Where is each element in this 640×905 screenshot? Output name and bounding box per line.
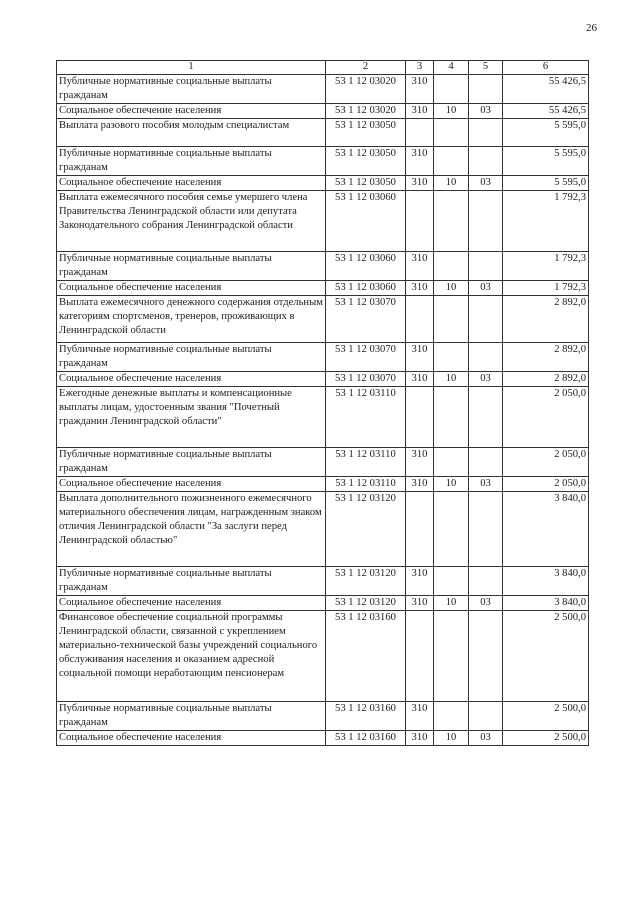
table-row (57, 281, 589, 296)
cell-name: Публичные нормативные социальные выплаты гражданам (57, 448, 326, 477)
cell-amount: 2 500,0 (503, 702, 589, 731)
page-number: 26 (586, 22, 597, 34)
cell-col3: 310 (406, 75, 434, 104)
cell-col5 (469, 611, 503, 702)
table-row (57, 176, 589, 191)
cell-col4 (434, 611, 469, 702)
cell-col4 (434, 343, 469, 372)
cell-col5: 03 (469, 477, 503, 492)
cell-code: 53 1 12 03050 (326, 176, 406, 191)
column-header-code: 2 (326, 61, 406, 75)
table-row (57, 702, 589, 731)
cell-amount: 5 595,0 (503, 176, 589, 191)
cell-code: 53 1 12 03060 (326, 281, 406, 296)
cell-name: Социальное обеспечение населения (57, 477, 326, 492)
cell-amount: 3 840,0 (503, 492, 589, 567)
table-row (57, 448, 589, 477)
cell-col5 (469, 343, 503, 372)
cell-code: 53 1 12 03110 (326, 387, 406, 448)
cell-amount: 2 050,0 (503, 477, 589, 492)
cell-col5 (469, 296, 503, 343)
cell-col5: 03 (469, 731, 503, 746)
cell-col3: 310 (406, 252, 434, 281)
cell-col5: 03 (469, 281, 503, 296)
cell-code: 53 1 12 03120 (326, 492, 406, 567)
cell-code: 53 1 12 03110 (326, 448, 406, 477)
cell-col4: 10 (434, 104, 469, 119)
cell-col4: 10 (434, 372, 469, 387)
cell-amount: 1 792,3 (503, 252, 589, 281)
cell-col4 (434, 492, 469, 567)
cell-name: Социальное обеспечение населения (57, 372, 326, 387)
cell-amount: 55 426,5 (503, 104, 589, 119)
cell-code: 53 1 12 03020 (326, 75, 406, 104)
cell-col5 (469, 702, 503, 731)
cell-col3 (406, 611, 434, 702)
cell-col5 (469, 75, 503, 104)
cell-col3: 310 (406, 567, 434, 596)
table-row (57, 567, 589, 596)
cell-col5 (469, 191, 503, 252)
cell-col4: 10 (434, 176, 469, 191)
cell-col3: 310 (406, 281, 434, 296)
cell-col4: 10 (434, 477, 469, 492)
table-row (57, 104, 589, 119)
cell-col4 (434, 147, 469, 176)
cell-col5: 03 (469, 176, 503, 191)
cell-code: 53 1 12 03070 (326, 343, 406, 372)
table-row (57, 596, 589, 611)
cell-code: 53 1 12 03120 (326, 596, 406, 611)
cell-name: Социальное обеспечение населения (57, 281, 326, 296)
cell-amount: 2 500,0 (503, 611, 589, 702)
cell-code: 53 1 12 03160 (326, 611, 406, 702)
cell-col4: 10 (434, 596, 469, 611)
cell-name: Публичные нормативные социальные выплаты гражданам (57, 252, 326, 281)
table-row (57, 372, 589, 387)
cell-col4 (434, 387, 469, 448)
cell-col5 (469, 147, 503, 176)
cell-col5 (469, 119, 503, 147)
budget-table (56, 60, 589, 746)
cell-col4 (434, 448, 469, 477)
cell-amount: 3 840,0 (503, 567, 589, 596)
column-header-name: 1 (57, 61, 326, 75)
cell-col5 (469, 567, 503, 596)
header-row (57, 61, 589, 75)
cell-amount: 2 892,0 (503, 372, 589, 387)
cell-amount: 55 426,5 (503, 75, 589, 104)
cell-col3: 310 (406, 702, 434, 731)
cell-col4 (434, 567, 469, 596)
cell-name: Выплата ежемесячного денежного содержания отдельным категориям спортсменов, тренеров, проживающих в Ленинградской области (57, 296, 326, 343)
cell-col4 (434, 702, 469, 731)
cell-col5: 03 (469, 372, 503, 387)
cell-code: 53 1 12 03110 (326, 477, 406, 492)
cell-col4: 10 (434, 731, 469, 746)
table-row (57, 343, 589, 372)
cell-name: Социальное обеспечение населения (57, 104, 326, 119)
cell-col4 (434, 296, 469, 343)
cell-col3 (406, 387, 434, 448)
cell-code: 53 1 12 03060 (326, 191, 406, 252)
cell-col4 (434, 75, 469, 104)
cell-col5: 03 (469, 596, 503, 611)
cell-code: 53 1 12 03050 (326, 147, 406, 176)
cell-name: Публичные нормативные социальные выплаты гражданам (57, 702, 326, 731)
cell-col5 (469, 387, 503, 448)
cell-col3 (406, 492, 434, 567)
cell-name: Выплата дополнительного пожизненного ежемесячного материального обеспечения лицам, награжденным знаком отличия Ленинградской области "За заслуги перед Ленинградской областью" (57, 492, 326, 567)
cell-col3: 310 (406, 147, 434, 176)
cell-amount: 2 500,0 (503, 731, 589, 746)
cell-name: Выплата ежемесячного пособия семье умершего члена Правительства Ленинградской области или депутата Законодательного собрания Ленинградской области (57, 191, 326, 252)
cell-name: Социальное обеспечение населения (57, 176, 326, 191)
column-header-3: 3 (406, 61, 434, 75)
table-header (57, 61, 589, 75)
cell-name: Финансовое обеспечение социальной программы Ленинградской области, связанной с укреплением материально-технической базы учреждений социального обслуживания населения и оказанием адресной социальной помощи неработающим пенсионерам (57, 611, 326, 702)
cell-code: 53 1 12 03160 (326, 702, 406, 731)
cell-name: Выплата разового пособия молодым специалистам (57, 119, 326, 147)
cell-col5: 03 (469, 104, 503, 119)
table-row (57, 252, 589, 281)
cell-name: Социальное обеспечение населения (57, 596, 326, 611)
cell-amount: 2 892,0 (503, 296, 589, 343)
table-body (57, 75, 589, 746)
cell-amount: 1 792,3 (503, 191, 589, 252)
cell-col3: 310 (406, 596, 434, 611)
table-row (57, 731, 589, 746)
cell-code: 53 1 12 03060 (326, 252, 406, 281)
cell-col3: 310 (406, 731, 434, 746)
cell-name: Ежегодные денежные выплаты и компенсационные выплаты лицам, удостоенным звания "Почетный гражданин Ленинградской области" (57, 387, 326, 448)
cell-amount: 2 892,0 (503, 343, 589, 372)
table-row (57, 75, 589, 104)
cell-col4 (434, 191, 469, 252)
cell-col4 (434, 119, 469, 147)
table-row (57, 147, 589, 176)
cell-col4 (434, 252, 469, 281)
table-row (57, 477, 589, 492)
cell-col5 (469, 492, 503, 567)
cell-col3: 310 (406, 104, 434, 119)
cell-col5 (469, 448, 503, 477)
cell-name: Социальное обеспечение населения (57, 731, 326, 746)
cell-code: 53 1 12 03160 (326, 731, 406, 746)
table-row (57, 492, 589, 567)
cell-amount: 2 050,0 (503, 448, 589, 477)
cell-name: Публичные нормативные социальные выплаты гражданам (57, 147, 326, 176)
cell-col3: 310 (406, 176, 434, 191)
cell-name: Публичные нормативные социальные выплаты гражданам (57, 567, 326, 596)
cell-code: 53 1 12 03070 (326, 372, 406, 387)
cell-col4: 10 (434, 281, 469, 296)
table-row (57, 611, 589, 702)
cell-col3 (406, 119, 434, 147)
cell-code: 53 1 12 03020 (326, 104, 406, 119)
column-header-5: 5 (469, 61, 503, 75)
cell-name: Публичные нормативные социальные выплаты гражданам (57, 343, 326, 372)
cell-amount: 5 595,0 (503, 147, 589, 176)
cell-amount: 2 050,0 (503, 387, 589, 448)
table-row (57, 387, 589, 448)
cell-col3: 310 (406, 343, 434, 372)
cell-code: 53 1 12 03050 (326, 119, 406, 147)
cell-code: 53 1 12 03070 (326, 296, 406, 343)
column-header-4: 4 (434, 61, 469, 75)
table-row (57, 119, 589, 147)
table-row (57, 296, 589, 343)
cell-amount: 1 792,3 (503, 281, 589, 296)
cell-code: 53 1 12 03120 (326, 567, 406, 596)
cell-name: Публичные нормативные социальные выплаты гражданам (57, 75, 326, 104)
cell-col3 (406, 191, 434, 252)
cell-amount: 3 840,0 (503, 596, 589, 611)
cell-col5 (469, 252, 503, 281)
cell-col3 (406, 296, 434, 343)
cell-col3: 310 (406, 477, 434, 492)
column-header-amount: 6 (503, 61, 589, 75)
cell-col3: 310 (406, 372, 434, 387)
cell-amount: 5 595,0 (503, 119, 589, 147)
cell-col3: 310 (406, 448, 434, 477)
table-row (57, 191, 589, 252)
